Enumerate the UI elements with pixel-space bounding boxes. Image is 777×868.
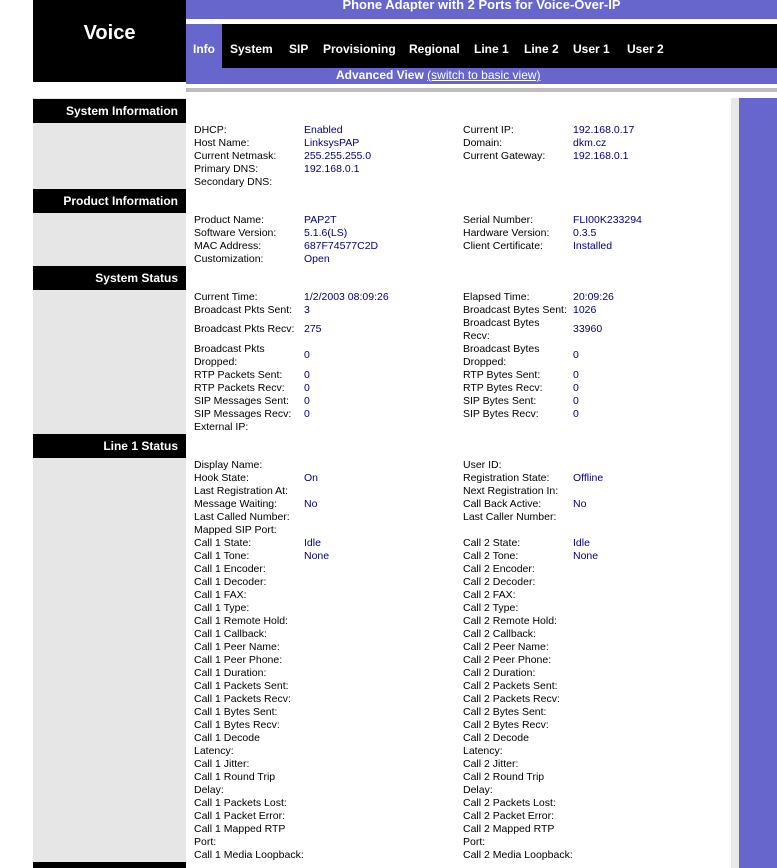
tab-user-2[interactable]: User 2: [627, 42, 664, 56]
field-label: Host Name:: [194, 137, 250, 149]
field-value: 192.168.0.1: [573, 150, 629, 162]
field-label: Call 2 State:: [463, 537, 521, 549]
field-label: Call 2 Packets Lost:: [463, 797, 556, 809]
field-label: Current IP:: [463, 124, 514, 136]
field-label: Call 2 Type:: [463, 602, 519, 614]
field-label: Call 2 Duration:: [463, 667, 536, 679]
field-label: Call 1 Packet Error:: [194, 810, 286, 822]
field-value: 0: [573, 349, 579, 361]
field-label: Call 2 Decoder:: [463, 576, 536, 588]
field-label: Current Gateway:: [463, 150, 546, 162]
right-bar: [739, 98, 777, 868]
field-label: Registration State:: [463, 472, 550, 484]
field-label: Recv:: [463, 330, 490, 342]
field-value: FLI00K233294: [573, 214, 642, 226]
field-label: Broadcast Bytes: [463, 343, 540, 355]
field-label: Call 1 Bytes Sent:: [194, 706, 278, 718]
field-label: Dropped:: [194, 356, 238, 368]
field-label: Call 2 Round Trip: [463, 771, 545, 783]
field-value: PAP2T: [304, 214, 337, 226]
field-label: Client Certificate:: [463, 240, 543, 252]
field-label: Software Version:: [194, 227, 277, 239]
field-label: RTP Bytes Recv:: [463, 382, 543, 394]
field-label: Call 1 Packets Lost:: [194, 797, 287, 809]
field-label: Call 2 Jitter:: [463, 758, 519, 770]
field-label: Call 2 Packets Recv:: [463, 693, 560, 705]
field-label: Delay:: [463, 784, 493, 796]
field-label: Port:: [463, 836, 486, 848]
tab-system[interactable]: System: [230, 42, 273, 56]
section-system-information: System Information: [33, 99, 186, 123]
field-label: Latency:: [463, 745, 503, 757]
field-value: 20:09:26: [573, 291, 614, 303]
advanced-view-label: Advanced View: [336, 68, 424, 82]
field-label: Call 1 FAX:: [194, 589, 247, 601]
field-label: Call 2 Bytes Recv:: [463, 719, 549, 731]
field-label: Call 1 Duration:: [194, 667, 267, 679]
field-value: 0: [304, 382, 310, 394]
tab-regional[interactable]: Regional: [409, 42, 460, 56]
field-label: Dropped:: [463, 356, 507, 368]
field-value: Enabled: [304, 124, 343, 136]
field-label: Call 2 Peer Phone:: [463, 654, 552, 666]
field-label: Call 2 Callback:: [463, 628, 536, 640]
field-label: Message Waiting:: [194, 498, 278, 510]
field-value: Installed: [573, 240, 613, 252]
field-label: Call 1 Encoder:: [194, 563, 266, 575]
field-value: None: [573, 550, 599, 562]
field-label: Display Name:: [194, 459, 263, 471]
field-label: Last Caller Number:: [463, 511, 557, 523]
field-label: SIP Messages Recv:: [194, 408, 292, 420]
tab-info[interactable]: Info: [186, 24, 222, 68]
field-label: Current Netmask:: [194, 150, 277, 162]
field-label: Broadcast Pkts Recv:: [194, 323, 295, 335]
section-system-status: System Status: [33, 266, 186, 290]
field-label: Next Registration In:: [463, 485, 559, 497]
field-label: RTP Bytes Sent:: [463, 369, 541, 381]
field-label: Secondary DNS:: [194, 176, 273, 188]
field-value: 0: [304, 408, 310, 420]
field-label: Call 2 Packet Error:: [463, 810, 555, 822]
field-label: Call Back Active:: [463, 498, 542, 510]
right-border: [731, 98, 739, 868]
field-value: 0: [573, 395, 579, 407]
field-value: 192.168.0.17: [573, 124, 635, 136]
field-label: Product Name:: [194, 214, 265, 226]
field-label: Delay:: [194, 784, 224, 796]
field-label: Call 1 Decode: [194, 732, 260, 744]
field-value: 0: [304, 349, 310, 361]
tab-line-2[interactable]: Line 2: [524, 42, 559, 56]
field-value: 0: [573, 369, 579, 381]
field-value: 5.1.6(LS): [304, 227, 348, 239]
field-value: 3: [304, 304, 310, 316]
nav-tabs: [186, 24, 777, 68]
field-label: Call 2 Tone:: [463, 550, 519, 562]
field-label: Call 1 Peer Name:: [194, 641, 280, 653]
field-label: Call 1 Decoder:: [194, 576, 267, 588]
field-label: RTP Packets Sent:: [194, 369, 283, 381]
field-label: Call 1 Peer Phone:: [194, 654, 283, 666]
field-label: Call 2 Encoder:: [463, 563, 535, 575]
left-panel: [33, 98, 186, 868]
field-label: Call 1 Media Loopback:: [194, 849, 304, 861]
field-label: Latency:: [194, 745, 234, 757]
field-label: Serial Number:: [463, 214, 534, 226]
field-label: Call 1 Callback:: [194, 628, 267, 640]
field-value: 33960: [573, 323, 603, 335]
field-label: Call 1 Round Trip: [194, 771, 276, 783]
field-label: Call 1 Bytes Recv:: [194, 719, 280, 731]
field-label: User ID:: [463, 459, 502, 471]
field-label: Domain:: [463, 137, 503, 149]
field-value: 687F74577C2D: [304, 240, 379, 252]
field-value: None: [304, 550, 330, 562]
section-header-next: [33, 862, 186, 868]
field-label: SIP Bytes Recv:: [463, 408, 539, 420]
field-value: 255.255.255.0: [304, 150, 372, 162]
field-value: Offline: [573, 472, 604, 484]
field-label: Hook State:: [194, 472, 249, 484]
section-line-1-status: Line 1 Status: [33, 434, 186, 458]
field-label: Call 2 FAX:: [463, 589, 516, 601]
field-label: SIP Bytes Sent:: [463, 395, 537, 407]
field-label: Call 2 Peer Name:: [463, 641, 549, 653]
page-title: Phone Adapter with 2 Ports for Voice-Over-IP: [186, 0, 777, 19]
field-label: Mapped SIP Port:: [194, 524, 277, 536]
tab-user-1[interactable]: User 1: [573, 42, 610, 56]
field-label: Call 1 Type:: [194, 602, 250, 614]
field-value: Idle: [304, 537, 321, 549]
tab-sip[interactable]: SIP: [289, 42, 309, 56]
field-label: DHCP:: [194, 124, 227, 136]
field-label: Primary DNS:: [194, 163, 259, 175]
field-label: Broadcast Bytes: [463, 317, 540, 329]
brand-title: Voice: [83, 22, 136, 44]
field-value: LinksysPAP: [304, 137, 360, 149]
field-label: Customization:: [194, 253, 264, 265]
field-value: On: [304, 472, 319, 484]
field-label: Broadcast Pkts: [194, 343, 265, 355]
field-label: MAC Address:: [194, 240, 262, 252]
field-value: No: [573, 498, 587, 510]
field-value: 1/2/2003 08:09:26: [304, 291, 389, 303]
divider: [186, 88, 777, 92]
field-label: Call 2 Remote Hold:: [463, 615, 557, 627]
field-label: RTP Packets Recv:: [194, 382, 285, 394]
field-label: Call 2 Packets Sent:: [463, 680, 558, 692]
switch-to-basic-view-link[interactable]: (switch to basic view): [427, 68, 541, 82]
field-value: 1026: [573, 304, 597, 316]
field-label: Call 1 State:: [194, 537, 252, 549]
field-value: 0: [573, 382, 579, 394]
field-label: Call 2 Bytes Sent:: [463, 706, 547, 718]
field-label: Call 2 Media Loopback:: [463, 849, 573, 861]
brand-panel: [33, 0, 186, 82]
field-value: No: [304, 498, 318, 510]
field-label: Last Registration At:: [194, 485, 288, 497]
field-value: Open: [304, 253, 330, 265]
tab-provisioning[interactable]: Provisioning: [323, 42, 396, 56]
field-value: 0: [304, 395, 310, 407]
field-label: Elapsed Time:: [463, 291, 530, 303]
field-label: Broadcast Pkts Sent:: [194, 304, 293, 316]
field-label: Current Time:: [194, 291, 258, 303]
field-label: Broadcast Bytes Sent:: [463, 304, 567, 316]
field-value: 0: [573, 408, 579, 420]
tab-line-1[interactable]: Line 1: [474, 42, 509, 56]
field-label: Call 2 Mapped RTP: [463, 823, 555, 835]
field-value: 0: [304, 369, 310, 381]
field-value: 192.168.0.1: [304, 163, 360, 175]
field-label: Port:: [194, 836, 217, 848]
section-product-information: Product Information: [33, 189, 186, 213]
field-label: Hardware Version:: [463, 227, 550, 239]
field-label: External IP:: [194, 421, 249, 433]
field-label: Call 2 Decode: [463, 732, 529, 744]
field-label: SIP Messages Sent:: [194, 395, 289, 407]
field-value: Idle: [573, 537, 590, 549]
view-bar: [186, 68, 777, 84]
field-value: 0.3.5: [573, 227, 597, 239]
field-label: Call 1 Packets Sent:: [194, 680, 289, 692]
field-label: Call 1 Remote Hold:: [194, 615, 288, 627]
field-label: Call 1 Mapped RTP: [194, 823, 286, 835]
field-value: dkm.cz: [573, 137, 607, 149]
field-label: Call 1 Tone:: [194, 550, 250, 562]
field-value: 275: [304, 323, 322, 335]
field-label: Call 1 Packets Recv:: [194, 693, 291, 705]
field-label: Last Called Number:: [194, 511, 290, 523]
field-label: Call 1 Jitter:: [194, 758, 250, 770]
